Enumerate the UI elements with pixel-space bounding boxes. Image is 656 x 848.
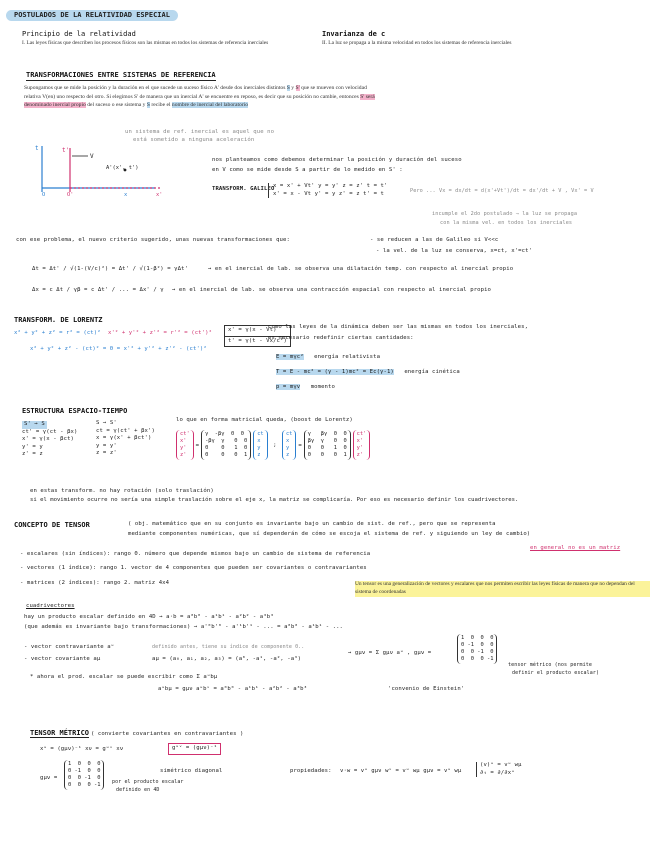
tensor-vectors: - vectores (1 índice): rango 1. vector de 4 componentes que pueden ser covariantes o contravariantes [20,565,367,571]
tensor-scalars: - escalares (sin índices): rango 0. número que depende mismos bajo un cambio de sistema de referencia [20,551,371,557]
metric-property-row: ∂ₜ = ∂/∂xᵘ [480,769,515,776]
metric-subtitle: ( convierte covariantes en contravariantes ) [90,731,244,737]
col1-row: ct' = γ(ct - βx) [22,428,78,435]
metric-properties-results [476,762,522,777]
length-contraction-equation: Δx = c Δt / γβ = c Δt' / ... = Δx' / γ [32,287,164,293]
four-vectors-line-2: (que además es invariante bajo transformaciones) → a'⁰b'⁰ - a'¹b'¹ - ... = a⁰b⁰ - a¹b¹ - ... [24,624,344,630]
lorentz-box-t: t' = γ(t - Vx/c²) [224,337,291,348]
dot-product-intro: * ahora el prod. escalar se puede escribir como Σ aᵘbμ [30,674,218,680]
tensor-yellow-note: Un tensor es una generalización de vectores y escalares que nos permiten escribir las leyes físicas de manera que no dependan del sistema de coordenadas [355,581,650,597]
reduce-line-2: - la vel. de la luz se conserva, x=ct, x'=ct' [376,248,533,254]
dynamics-line-1: como las leyes de la dinámica deben ser las mismas en todos los inerciales, [268,324,529,330]
transform-column-1 [22,420,77,459]
x-label: x [124,192,128,198]
o-label: O [42,192,46,198]
metric-inverse-box: gᵘᵛ = (gμν)⁻¹ [168,743,221,755]
postulate-1-title: Principio de la relatividad [22,30,136,38]
vector-s-2: ct x y z [282,430,297,460]
metric-note-2: definir el producto escalar) [512,670,600,676]
contravariant-label: - vector contravariante aᵘ [24,644,115,650]
page-title: POSTULADOS DE LA RELATIVIDAD ESPECIAL [6,10,178,21]
col2-row: z = z' [96,450,117,457]
quantity-momentum: p = mγv momento [276,384,335,390]
time-dilation-note: → en el inercial de lab. se observa una dilatación temp. con respecto al inercial propio [208,266,514,272]
inertial-note-2: está sometido a ninguna aceleración [133,137,255,143]
transforms-intro: Supongamos que se mide la posición y la duración en el que sucede un suceso físico A' desde dos inerciales distintos S y S' que se mueven con velocidad relativa V(en) uno respecto del otro. Si elegimos S' de manera que un inercial A' se encuentre en reposo, es decir que su posición no cambie, entonces S' será denominado inercial propio del suceso o ese sistema y S recibe el nombre de inercial del laboratorio [24,85,375,109]
metric-symmetric-note: simétrico diagonal [160,768,223,774]
spacetime-note-2: si el movimiento ocurre no sería una simple traslación sobre el eje x, la matriz se complicaría. Por eso es necesario definir los cuadrivectores. [30,497,519,503]
galileo-row-2: x' = x - Vt y' = y z' = z t' = t [273,190,384,197]
col1-row: x' = γ(x - βct) [22,436,75,443]
metric-properties-label: propiedades: [290,768,332,774]
event-label: A'(x', t') [106,165,139,171]
transform-column-2 [96,420,155,458]
tensor-def-2: mediante componentes numéricas, que sí dependerán de cómo se escoja el sistema de ref. y siguiendo un ley de cambio) [128,531,531,537]
time-dilation-equation: Δt = Δt' / √(1-(V/c)²) = Δt' / √(1-β²) = γΔt' [32,266,189,272]
problem-line-2: en V como se mide desde S a partir de lo medido en S' : [212,167,403,173]
spacetime-heading: ESTRUCTURA ESPACIO-TIEMPO [22,407,128,415]
postulate-2-title: Invarianza de c [322,30,386,38]
metric-dot-note-2: definido en 4D [116,787,160,793]
tensor-heading: CONCEPTO DE TENSOR [14,521,90,529]
tensor-def-1: ( obj. matemático que en su conjunto es invariante bajo un cambio de sist. de ref., pero que se representa [128,521,496,527]
v-label: V [90,153,94,160]
spacetime-note-1: en estas transform. no hay rotación (solo traslación) [30,488,214,494]
lorentz-heading: TRANSFORM. DE LORENTZ [14,316,103,324]
t-prime-label: t' [62,147,70,154]
contradiction-line-1: incumple el 2do postulado → la luz se propaga [432,211,578,217]
lorentz-matrix: γ -βγ 0 0 -βγ γ 0 0 0 0 1 0 0 0 0 1 [201,430,251,460]
x-prime-label: x' [156,192,163,198]
t-label: t [35,145,39,152]
metric-properties-equation: v·w = vᵘ gμν wᵛ = vᵘ wμ gμν = vᵘ wμ [340,768,462,774]
metric-matrix: 1 0 0 0 0 -1 0 0 0 0 -1 0 0 0 0 -1 [457,634,497,664]
vector-s: ct x y z [253,430,268,460]
length-contraction-note: → en el inercial de lab. se observa una contracción espacial con respecto al inercial propio [172,287,492,293]
galileo-row-1: x = x' + Vt' y = y' z = z' t = t' [273,183,388,189]
sphere-eq-s-prime: x'² + y'² + z'² = r'² = (ct')² [108,330,213,336]
postulate-2-text: II. La luz se propaga a la misma velocidad en todos los sistemas de referencia inerciales [322,40,512,46]
col1-row: y' = y [22,443,43,450]
problem-line-1: nos planteamos como debemos determinar la posición y duración del suceso [212,157,462,163]
lorentz-box-x: x' = γ(x - Vt) [224,325,291,337]
col2-row: x = γ(x' + βct') [96,435,152,442]
inertial-note-1: un sistema de ref. inercial es aquel que no [125,129,275,135]
galileo-system [268,183,387,198]
velocity-equation: Pero ... Vx = dx/dt = d(x'+Vt')/dt = dx'/dt + V , Vx' = V [410,188,594,194]
metric-heading-row [30,729,244,739]
interval-invariance: x² + y² + z² - (ct)² = 0 = x'² + y'² + z'² - (ct')² [30,346,207,352]
covariant-equation: aμ = (a₀, a₁, a₂, a₃) = (a⁰, -a¹, -a², -a³) [152,656,302,662]
reference-frames-graph [30,140,170,198]
vector-s-prime: ct' x' y' z' [176,430,194,460]
o-prime-label: O' [67,192,74,198]
reduce-line-1: - se reducen a las de Galileo si V<<c [370,237,499,243]
col1-head: S' → S [24,421,45,427]
quantity-kinetic: T = E - mc² = (γ - 1)mc² = Ec(γ-1) energía cinética [276,369,460,375]
sphere-eq-s: x² + y² + z² = r² = (ct)² [14,330,101,336]
dot-product-equation: aᵘbμ = gμν aᵘbᵛ = a⁰b⁰ - a¹b¹ - a²b² - a³b³ [158,686,308,692]
contravariant-equation: → gμν = Σ gμν aᵘ , gμν = [348,650,432,656]
new-criterion: con ese problema, el nuevo criterio sugerido, unas nuevas transformaciones que: [16,237,290,243]
postulate-1-text: I. Las leyes físicas que describen los procesos físicos son las mismas en todos los sistemas de referencia inerciales [22,40,269,46]
metric-dot-note-1: por el producto escalar [112,779,184,785]
matrix-intro: lo que en forma matricial queda, (boost de Lorentz) [176,417,353,423]
transforms-heading: TRANSFORMACIONES ENTRE SISTEMAS DE REFERENCIA [26,71,216,81]
col1-row: z' = z [22,451,43,458]
metric-heading: TENSOR MÉTRICO [30,729,90,737]
galileo-label: TRANSFORM. GALILEO [212,186,275,192]
tensor-matrices: - matrices (2 índices): rango 2. matriz 4x4 [20,580,170,586]
metric-raise-equation: xᵘ = (gμν)⁻¹ xν = gᵘᵛ xν [40,746,124,752]
metric-note-1: tensor métrico (nos permite [508,662,592,668]
col2-row: y = y' [96,442,117,449]
metric-g-matrix: 1 0 0 0 0 -1 0 0 0 0 -1 0 0 0 0 -1 [64,760,104,790]
einstein-convention: 'convenio de Einstein' [388,686,465,692]
col2-row: ct = γ(ct' + βx') [96,427,155,434]
four-vectors-heading: cuadrivectores [26,603,75,609]
inverse-lorentz-matrix: γ βγ 0 0 βγ γ 0 0 0 0 1 0 0 0 0 1 [304,430,351,460]
vector-s-prime-2: ct' x' y' z' [353,430,371,460]
col2-head: S → S' [96,420,117,426]
covariant-label: - vector covariante aμ [24,656,101,662]
contradiction-line-2: con la misma vel. en todos los inerciales [440,220,573,226]
four-vectors-line-1: hay un producto escalar definido en 4D → a·b = a⁰b⁰ - a¹b¹ - a²b² - a³b³ [24,614,274,620]
contravariant-note: definido antes, tiene su índice de componente 0.. [152,644,305,650]
general-note: en general no es un matriz [530,545,621,551]
quantity-energy: E = mγc² energía relativista [276,354,381,360]
metric-property-row: (v)ᵘ = vᵘ wμ [480,762,522,768]
metric-g-label: gμν = [40,775,58,781]
boost-matrix-equation: ct' x' y' z' = γ -βγ 0 0 -βγ γ 0 0 0 0 1 0 0 0 0 1 ct x y z ; ct x y z = γ βγ 0 0 βγ γ 0 0 0 0 1 0 0 0 0 1 ct' x' y' z' [176,430,370,460]
dynamics-line-2: es necesario redefinir ciertas cantidades: [268,335,414,341]
